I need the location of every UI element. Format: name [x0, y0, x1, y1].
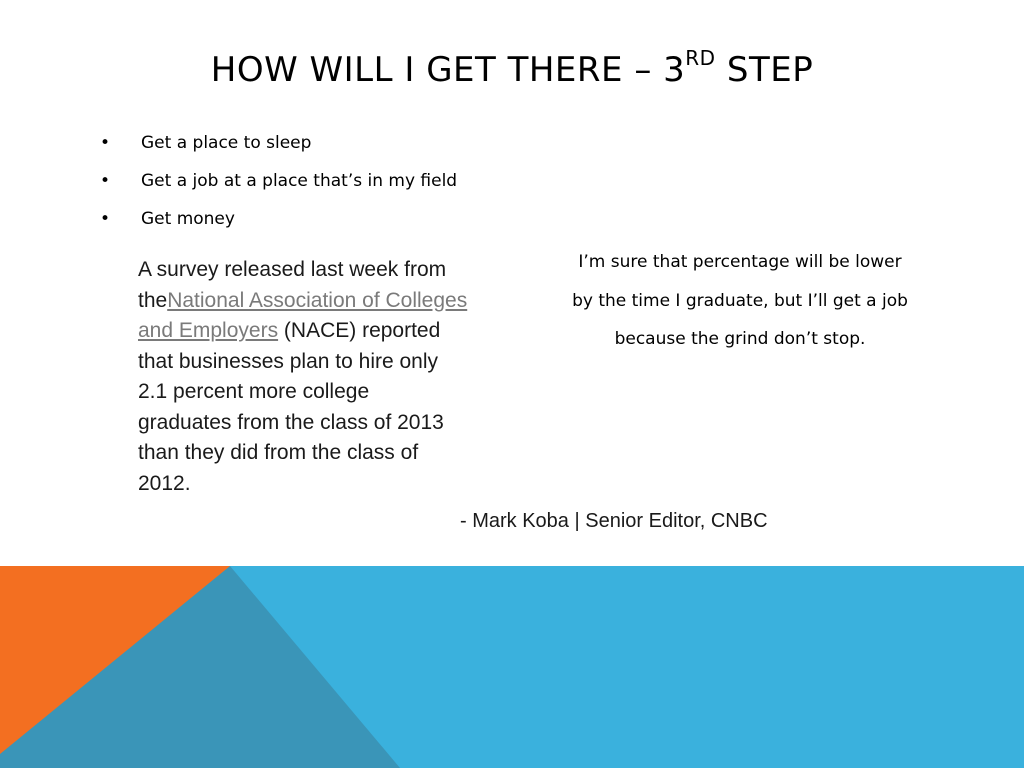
- quote-attribution: - Mark Koba | Senior Editor, CNBC: [460, 510, 768, 532]
- quote-line: because the grind don’t stop.: [614, 329, 866, 349]
- bullet-text: Get a job at a place that’s in my field: [141, 171, 458, 191]
- bullet-text: Get money: [141, 209, 235, 229]
- bullet-list: [100, 128, 457, 242]
- bullet-text: Get a place to sleep: [141, 133, 312, 153]
- quote-line: by the time I graduate, but I’ll get a job: [572, 290, 908, 311]
- slide-title: [0, 46, 1024, 90]
- survey-paragraph: [138, 255, 468, 499]
- survey-text-start: A survey released last week from the: [138, 258, 447, 312]
- bullet-item: [100, 166, 457, 204]
- title-text-end: STEP: [715, 50, 814, 90]
- survey-text-end: (NACE) reported that businesses plan to hire only 2.1 percent more college graduates from the class of 2013 than they did from the class of 2012.: [138, 319, 444, 495]
- quote-block: [540, 243, 940, 359]
- nace-link[interactable]: National Association of Colleges and Employers: [138, 288, 468, 342]
- bullet-item: [100, 128, 457, 166]
- title-superscript: RD: [685, 46, 716, 70]
- footer-banner: [0, 566, 1024, 768]
- quote-line: I’m sure that percentage will be lower: [578, 252, 902, 272]
- bullet-item: [100, 204, 457, 242]
- bullet-dot: •: [100, 133, 111, 153]
- title-text: HOW WILL I GET THERE – 3: [210, 50, 686, 90]
- bullet-dot: •: [100, 171, 111, 191]
- bullet-dot: •: [100, 209, 111, 229]
